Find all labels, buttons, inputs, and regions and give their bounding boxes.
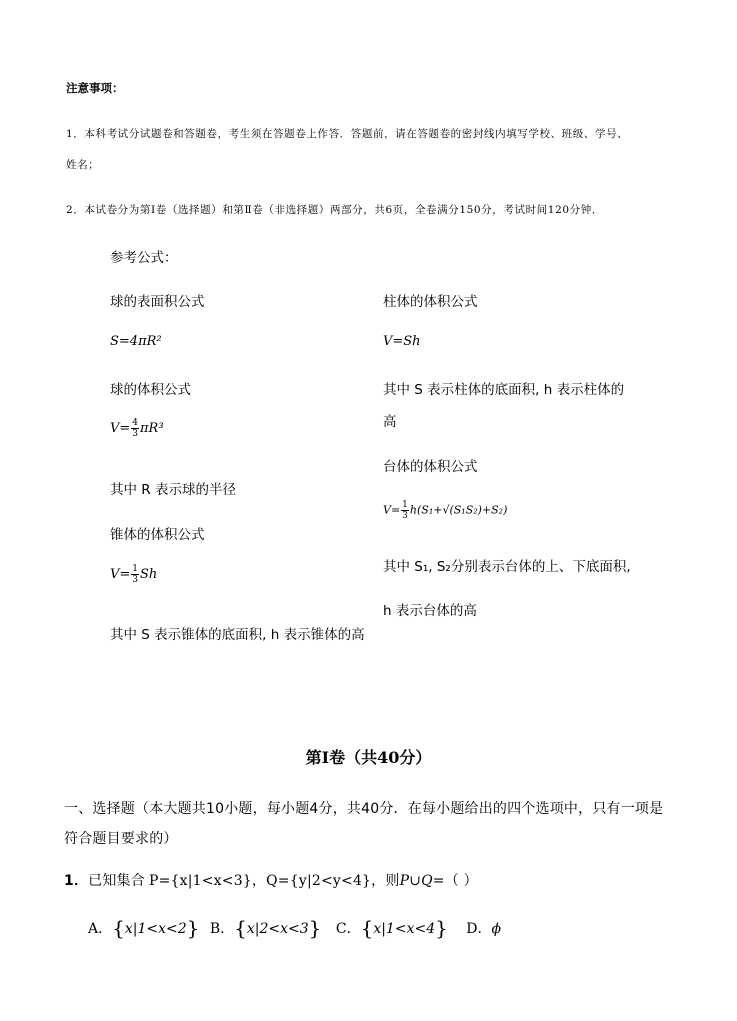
question-1-stem	[64, 870, 478, 890]
option-content: x|2<x<3	[246, 921, 309, 937]
section-instructions-line-2: 符合题目要求的）	[64, 831, 178, 847]
frustum-note-line-2: h 表示台体的高	[383, 603, 477, 619]
fraction-numerator: 1	[132, 564, 139, 574]
cone-volume-fraction	[131, 564, 139, 585]
cone-volume-lhs: V=	[110, 567, 131, 582]
sphere-area-label: 球的表面积公式	[110, 294, 205, 310]
frustum-volume-lhs: V=	[383, 503, 401, 517]
notice-title: 注意事项：	[66, 81, 124, 95]
option-b[interactable]: B．{x|2<x<3}	[209, 916, 322, 940]
cone-volume-rhs: Sh	[140, 567, 158, 582]
set-q: Q={y|2<y<4}	[266, 873, 372, 889]
frustum-volume-fraction	[401, 500, 409, 521]
sphere-area-formula: S=4πR²	[110, 334, 162, 349]
question-1-options	[88, 916, 501, 940]
question-sep: ，	[251, 873, 267, 889]
frustum-volume-rhs: h(S₁+√(S₁S₂)+S₂)	[409, 503, 508, 517]
question-number: 1．	[64, 873, 89, 889]
formulas-heading: 参考公式：	[110, 250, 178, 266]
section-title: 第Ⅰ卷（共40分）	[305, 748, 432, 767]
cone-volume-label: 锥体的体积公式	[110, 527, 205, 543]
notice-item-1-line-2: 姓名；	[66, 159, 100, 171]
option-content: x|1<x<2	[124, 921, 187, 937]
option-label: A．	[88, 921, 113, 937]
answer-blank: （ ）	[444, 873, 478, 889]
fraction-denominator: 3	[132, 429, 139, 439]
frustum-volume-label: 台体的体积公式	[383, 459, 478, 475]
set-p: P={x|1<x<3}	[148, 873, 252, 889]
notice-item-1-line-1: 1．本科考试分试题卷和答题卷，考生须在答题卷上作答．答题前，请在答题卷的密封线内填写学校、班级、学号、	[66, 128, 629, 140]
frustum-volume-formula	[383, 500, 507, 521]
question-stem-a: 已知集合	[88, 873, 145, 889]
sphere-volume-label: 球的体积公式	[110, 382, 191, 398]
frustum-note-line-1: 其中 S₁, S₂分别表示台体的上、下底面积,	[383, 559, 631, 575]
sphere-volume-rhs: πR³	[140, 421, 164, 436]
fraction-denominator: 3	[132, 575, 139, 585]
option-label: C．	[335, 921, 361, 937]
option-content: ϕ	[491, 921, 502, 937]
option-a[interactable]: A．{x|1<x<2}	[88, 916, 200, 940]
sphere-volume-lhs: V=	[110, 421, 131, 436]
option-c[interactable]: C．{x|1<x<4}	[335, 916, 448, 940]
option-content: x|1<x<4	[373, 921, 436, 937]
cone-volume-formula	[110, 564, 157, 585]
prism-volume-formula: V=Sh	[383, 334, 421, 349]
prism-note-line-1: 其中 S 表示柱体的底面积, h 表示柱体的	[383, 382, 625, 398]
prism-note-line-2: 高	[383, 414, 397, 430]
prism-volume-label: 柱体的体积公式	[383, 294, 478, 310]
notice-item-2: 2．本试卷分为第Ⅰ卷（选择题）和第Ⅱ卷（非选择题）两部分，共6页，全卷满分150分，考试时间120分钟．	[66, 204, 603, 216]
fraction-numerator: 1	[402, 500, 408, 510]
sphere-radius-note: 其中 R 表示球的半径	[110, 482, 236, 498]
cone-note: 其中 S 表示锥体的底面积, h 表示锥体的高	[110, 627, 365, 643]
fraction-numerator: 4	[132, 418, 139, 428]
option-d[interactable]	[466, 921, 501, 937]
question-stem-b: ，则	[371, 873, 400, 889]
sphere-volume-fraction	[131, 418, 139, 439]
union-expression: P∪Q=	[399, 873, 445, 889]
section-instructions-line-1: 一、选择题（本大题共10小题，每小题4分，共40分．在每小题给出的四个选项中，只有一项是	[64, 801, 664, 817]
option-label: B．	[209, 921, 235, 937]
sphere-volume-formula	[110, 418, 164, 439]
option-label: D．	[466, 921, 492, 937]
fraction-denominator: 3	[402, 511, 408, 521]
